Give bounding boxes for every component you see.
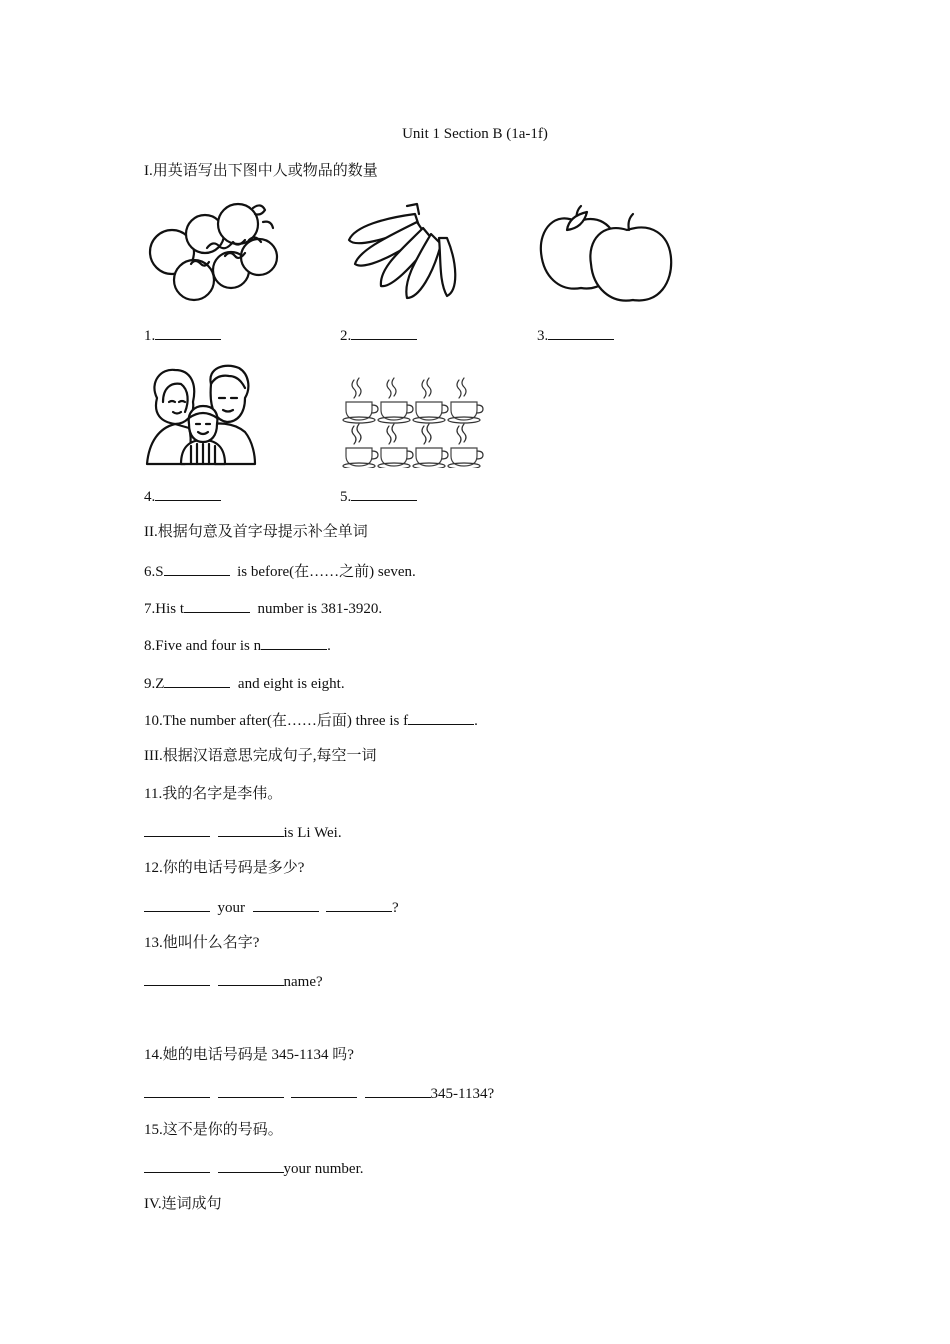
question-6 [144,560,416,582]
answer-blank[interactable] [351,485,417,501]
answer-blank[interactable] [155,324,221,340]
item-number: 2. [340,328,352,344]
answer-blank[interactable] [218,1157,284,1173]
question-text: 8.Five and four is n [144,638,262,654]
answer-line-2 [340,324,417,346]
section-4-heading: IV.连词成句 [144,1196,222,1212]
family-icon [145,362,257,466]
question-text: 345-1134? [430,1086,495,1102]
answer-line-5 [340,485,417,507]
question-13-prompt: 13.他叫什么名字? [144,935,260,951]
answer-blank[interactable] [184,597,250,613]
question-text: name? [283,974,323,990]
coffee-cups-icon [342,374,488,468]
answer-blank[interactable] [218,1082,284,1098]
question-15-answer [144,1157,364,1179]
item-number: 5. [340,489,352,505]
question-text: . [327,638,331,654]
section-2-heading: II.根据句意及首字母提示补全单词 [144,524,368,540]
tomatoes-icon [145,200,285,305]
answer-blank[interactable] [408,709,474,725]
question-text: your number. [283,1161,364,1177]
question-12-answer [144,896,399,918]
question-12-prompt: 12.你的电话号码是多少? [144,860,305,876]
question-text: 6.S [144,564,164,580]
answer-blank[interactable] [164,672,230,688]
question-11-answer [144,821,342,843]
answer-blank[interactable] [351,324,417,340]
question-text: your [217,900,245,916]
section-3-heading: III.根据汉语意思完成句子,每空一词 [144,748,377,764]
section-1-heading: I.用英语写出下图中人或物品的数量 [144,163,378,179]
apples-icon [537,200,677,306]
question-text: 7.His t [144,601,185,617]
item-number: 3. [537,328,549,344]
answer-blank[interactable] [144,1157,210,1173]
answer-blank[interactable] [253,896,319,912]
question-7 [144,597,382,619]
question-text: is before(在……之前) seven. [233,564,416,580]
question-11-prompt: 11.我的名字是李伟。 [144,786,283,802]
bananas-icon [345,200,465,302]
item-number: 4. [144,489,156,505]
answer-blank[interactable] [144,896,210,912]
answer-line-3 [537,324,614,346]
question-text: number is 381-3920. [253,601,383,617]
question-9 [144,672,345,694]
item-number: 1. [144,328,156,344]
answer-blank[interactable] [155,485,221,501]
answer-blank[interactable] [365,1082,431,1098]
answer-blank[interactable] [326,896,392,912]
answer-blank[interactable] [548,324,614,340]
answer-blank[interactable] [144,1082,210,1098]
answer-blank[interactable] [164,560,230,576]
answer-blank[interactable] [291,1082,357,1098]
answer-line-1 [144,324,221,346]
question-14-answer [144,1082,494,1104]
question-15-prompt: 15.这不是你的号码。 [144,1122,283,1138]
question-text: is Li Wei. [283,825,342,841]
question-14-prompt: 14.她的电话号码是 345-1134 吗? [144,1047,354,1063]
question-text: ? [392,900,399,916]
answer-blank[interactable] [144,821,210,837]
answer-blank[interactable] [261,634,327,650]
question-8 [144,634,331,656]
page-title: Unit 1 Section B (1a-1f) [402,126,548,142]
question-13-answer [144,970,323,992]
question-text: . [474,713,478,729]
answer-line-4 [144,485,221,507]
question-text: 9.Z [144,676,165,692]
answer-blank[interactable] [218,821,284,837]
question-text: 10.The number after(在……后面) three is f [144,713,409,729]
answer-blank[interactable] [218,970,284,986]
question-10 [144,709,478,731]
question-text: and eight is eight. [234,676,345,692]
answer-blank[interactable] [144,970,210,986]
